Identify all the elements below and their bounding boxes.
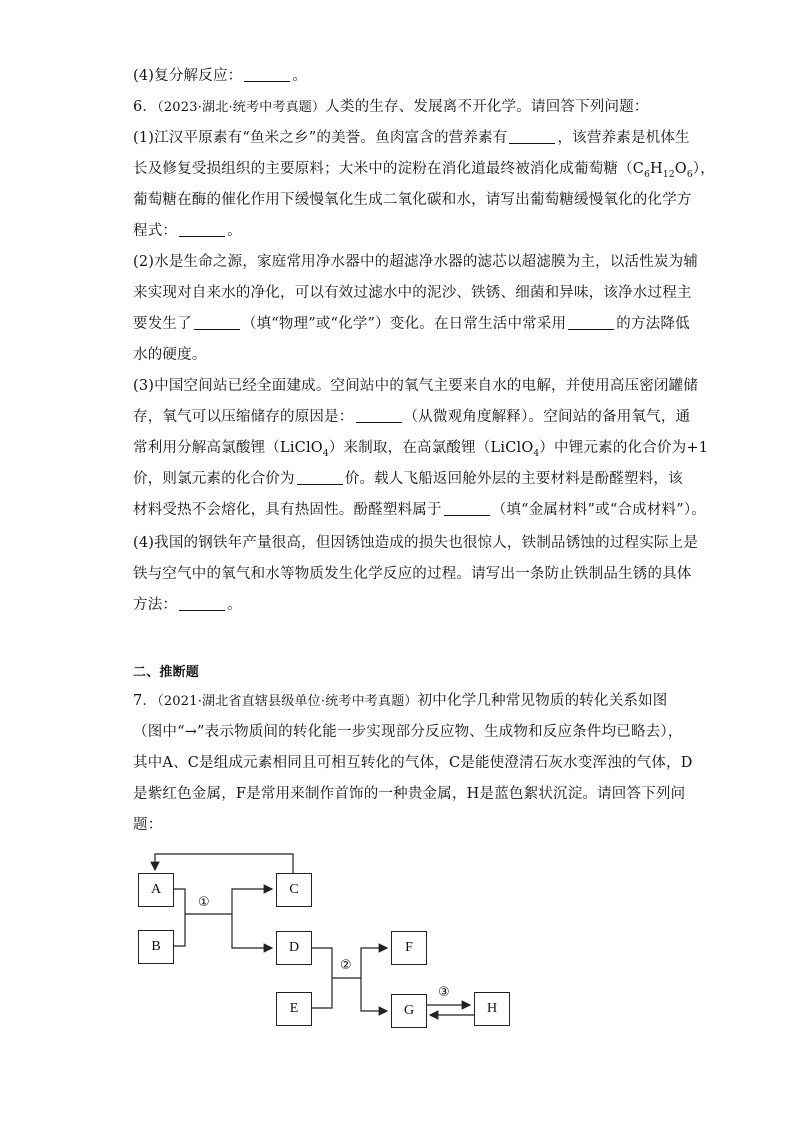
arrow-c-to-a [155,854,293,873]
q6-p4-line2: 铁与空气中的氧气和水等物质发生化学反应的过程。请写出一条防止铁制品生锈的具体 [133,566,692,582]
q7-header: 7．（2021·湖北省直辖县级单位·统考中考真题）初中化学几种常见物质的转化关系如图 [133,693,668,709]
q7-line5: 题： [133,817,163,833]
reaction-label-3: ③ [438,985,450,1000]
node-g: G [391,994,427,1028]
q6-p3-line2: 存，氧气可以压缩储存的原因是： （从微观角度解释）。空间站的备用氧气，通 [133,409,691,425]
node-d: D [276,931,312,965]
line-a [173,889,185,946]
q6-p4-line1: (4)我国的钢铁年产量很高，但因锈蚀造成的损失也很惊人，铁制品锈蚀的过程实际上是 [133,535,699,551]
q7-line4: 是紫红色金属，F是常用来制作首饰的一种贵金属，H是蓝色絮状沉淀。请回答下列问 [133,786,686,802]
node-f: F [391,931,427,965]
arrow-to-f [361,948,387,978]
node-h: H [474,992,510,1026]
q6-p2-line2: 来实现对自来水的净化，可以有效过滤水中的泥沙、铁锈、细菌和异味，该净水过程主 [133,285,692,301]
q7-line3: 其中A、C是组成元素相同且可相互转化的气体，C是能使澄清石灰水变浑浊的气体，D [133,755,693,771]
q6-p1-line2: 长及修复受损组织的主要原料；大米中的淀粉在消化道最终被消化成葡萄糖$(C_6H_{12}O_6)$， [133,161,715,180]
q6-p1-line4: 程式： 。 [133,223,242,239]
node-c: C [276,873,312,907]
q6-p1-line1: (1)江汉平原素有“鱼米之乡”的美誉。鱼肉富含的营养素有 ，该营养素是机体生 [133,130,690,146]
section-heading: 二、推断题 [133,665,200,680]
q6-p1-line3: 葡萄糖在酶的催化作用下缓慢氧化生成二氧化碳和水，请写出葡萄糖缓慢氧化的化学方 [133,192,692,208]
arrow-to-d [232,914,272,948]
q7-line2: （图中“→”表示物质间的转化能一步实现部分反应物、生成物和反应条件均已略去）， [133,724,683,740]
reaction-label-2: ② [340,958,352,973]
q6-source: （2023·湖北·统考中考真题） [157,100,326,115]
node-e: E [276,992,312,1026]
q6-header: 6．（2023·湖北·统考中考真题）人类的生存、发展离不开化学。请回答下列问题： [133,99,649,115]
line-d [311,948,332,1008]
q6-p3-line4: 价，则氯元素的化合价为 价。载人飞船返回舱外层的主要材料是酚醛塑料，该 [133,471,683,487]
node-b: B [138,930,174,964]
q6-p4-line3: 方法： 。 [133,597,242,613]
q6-p2-line3: 要发生了 （填“物理”或“化学”）变化。在日常生活中常采用 的方法降低 [133,316,690,332]
q6-p2-line4: 水的硬度。 [133,347,207,363]
q5-part4-line: (4)复分解反应： 。 [133,68,308,84]
q6-p2-line1: (2)水是生命之源，家庭常用净水器中的超滤净水器的滤芯以超滤膜为主，以活性炭为辅 [133,254,699,270]
q6-p3-line3: 常利用分解高氯酸锂（LiClO$_4$）来制取，在高氯酸锂（LiClO$_4$）中锂元素的化合价为+1 [133,440,709,459]
arrow-to-c [232,889,272,914]
node-a: A [138,873,174,907]
q6-p3-line5: 材料受热不会熔化，具有热固性。酚醛塑料属于 （填“金属材料”或“合成材料”）。 [133,502,707,518]
q7-source: （2021·湖北省直辖县级单位·统考中考真题） [157,694,418,709]
arrow-to-g [361,978,387,1011]
q6-p3-line1: (3)中国空间站已经全面建成。空间站中的氧气主要来自水的电解，并使用高压密闭罐储 [133,378,699,394]
reaction-label-1: ① [198,895,210,910]
